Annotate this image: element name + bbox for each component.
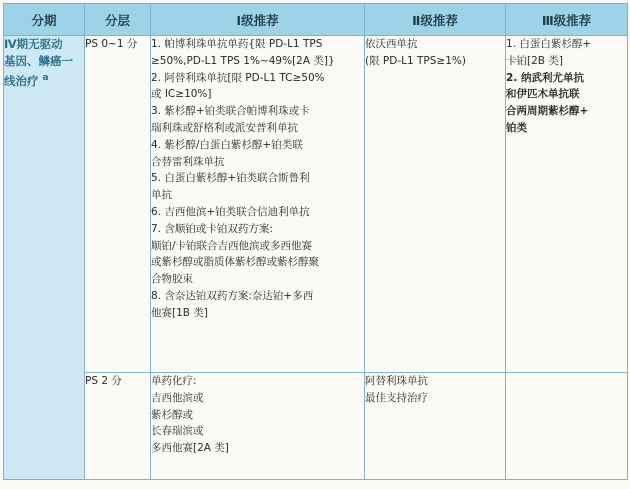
stage-line: Ⅳ期无驱动 [4,37,63,51]
table-row-ps01 [4,36,628,373]
grade2-cell-ps2: 阿替利珠单抗 最佳支持治疗 [365,373,506,480]
stage-cell [4,36,85,480]
header-grade-3: Ⅲ级推荐 [506,4,628,36]
treatment-recommendation-table [3,3,628,480]
grade1-cell-ps01: 1. 帕博利珠单抗单药{限 PD-L1 TPS ≥50%,PD-L1 TPS 1%~49%[2A 类]} 2. 阿替利珠单抗[限 PD-L1 TC≥50% 或 IC≥10%] 3. 紫杉醇+铂类联合帕博利珠或卡 瑞利珠或舒格利或派安普利单抗 4. 紫杉醇/白蛋白紫杉醇+铂类联 合替雷利珠单抗 5. 白蛋白紫杉醇+铂类联合斯鲁利 单抗 6. 吉西他滨+铂类联合信迪利单抗 7. 含顺铂或卡铂双药方案: 顺铂/卡铂联合吉西他滨或多西他赛 或紫杉醇或脂质体紫杉醇或紫杉醇聚 合物胶束 8. 含奈达铂双药方案:奈达铂+多西 他赛[1B 类] [151,36,365,373]
layer-cell-ps01: PS 0~1 分 [85,36,151,373]
header-grade-2: Ⅱ级推荐 [365,4,506,36]
stage-line: 线治疗 $^a$ [4,73,49,88]
grade2-cell-ps01: 依沃西单抗 (限 PD-L1 TPS≥1%) [365,36,506,373]
layer-cell-ps2: PS 2 分 [85,373,151,480]
table-row-ps2 [4,373,628,480]
stage-line: 基因、鳞癌一 [4,54,73,68]
table-header-row [4,4,628,36]
grade1-cell-ps2: 单药化疗: 吉西他滨或 紫杉醇或 长春瑞滨或 多西他赛[2A 类] [151,373,365,480]
header-grade-1: Ⅰ级推荐 [151,4,365,36]
header-layer: 分层 [85,4,151,36]
grade3-cell-ps01: 1. 白蛋白紫杉醇+ 卡铂[2B 类] 2. 纳武利尤单抗 和伊匹木单抗联 合两周期紫杉醇+ 铂类 [506,36,628,373]
header-stage: 分期 [4,4,85,36]
footnote-marker: a [42,73,49,83]
grade3-cell-ps2 [506,373,628,480]
